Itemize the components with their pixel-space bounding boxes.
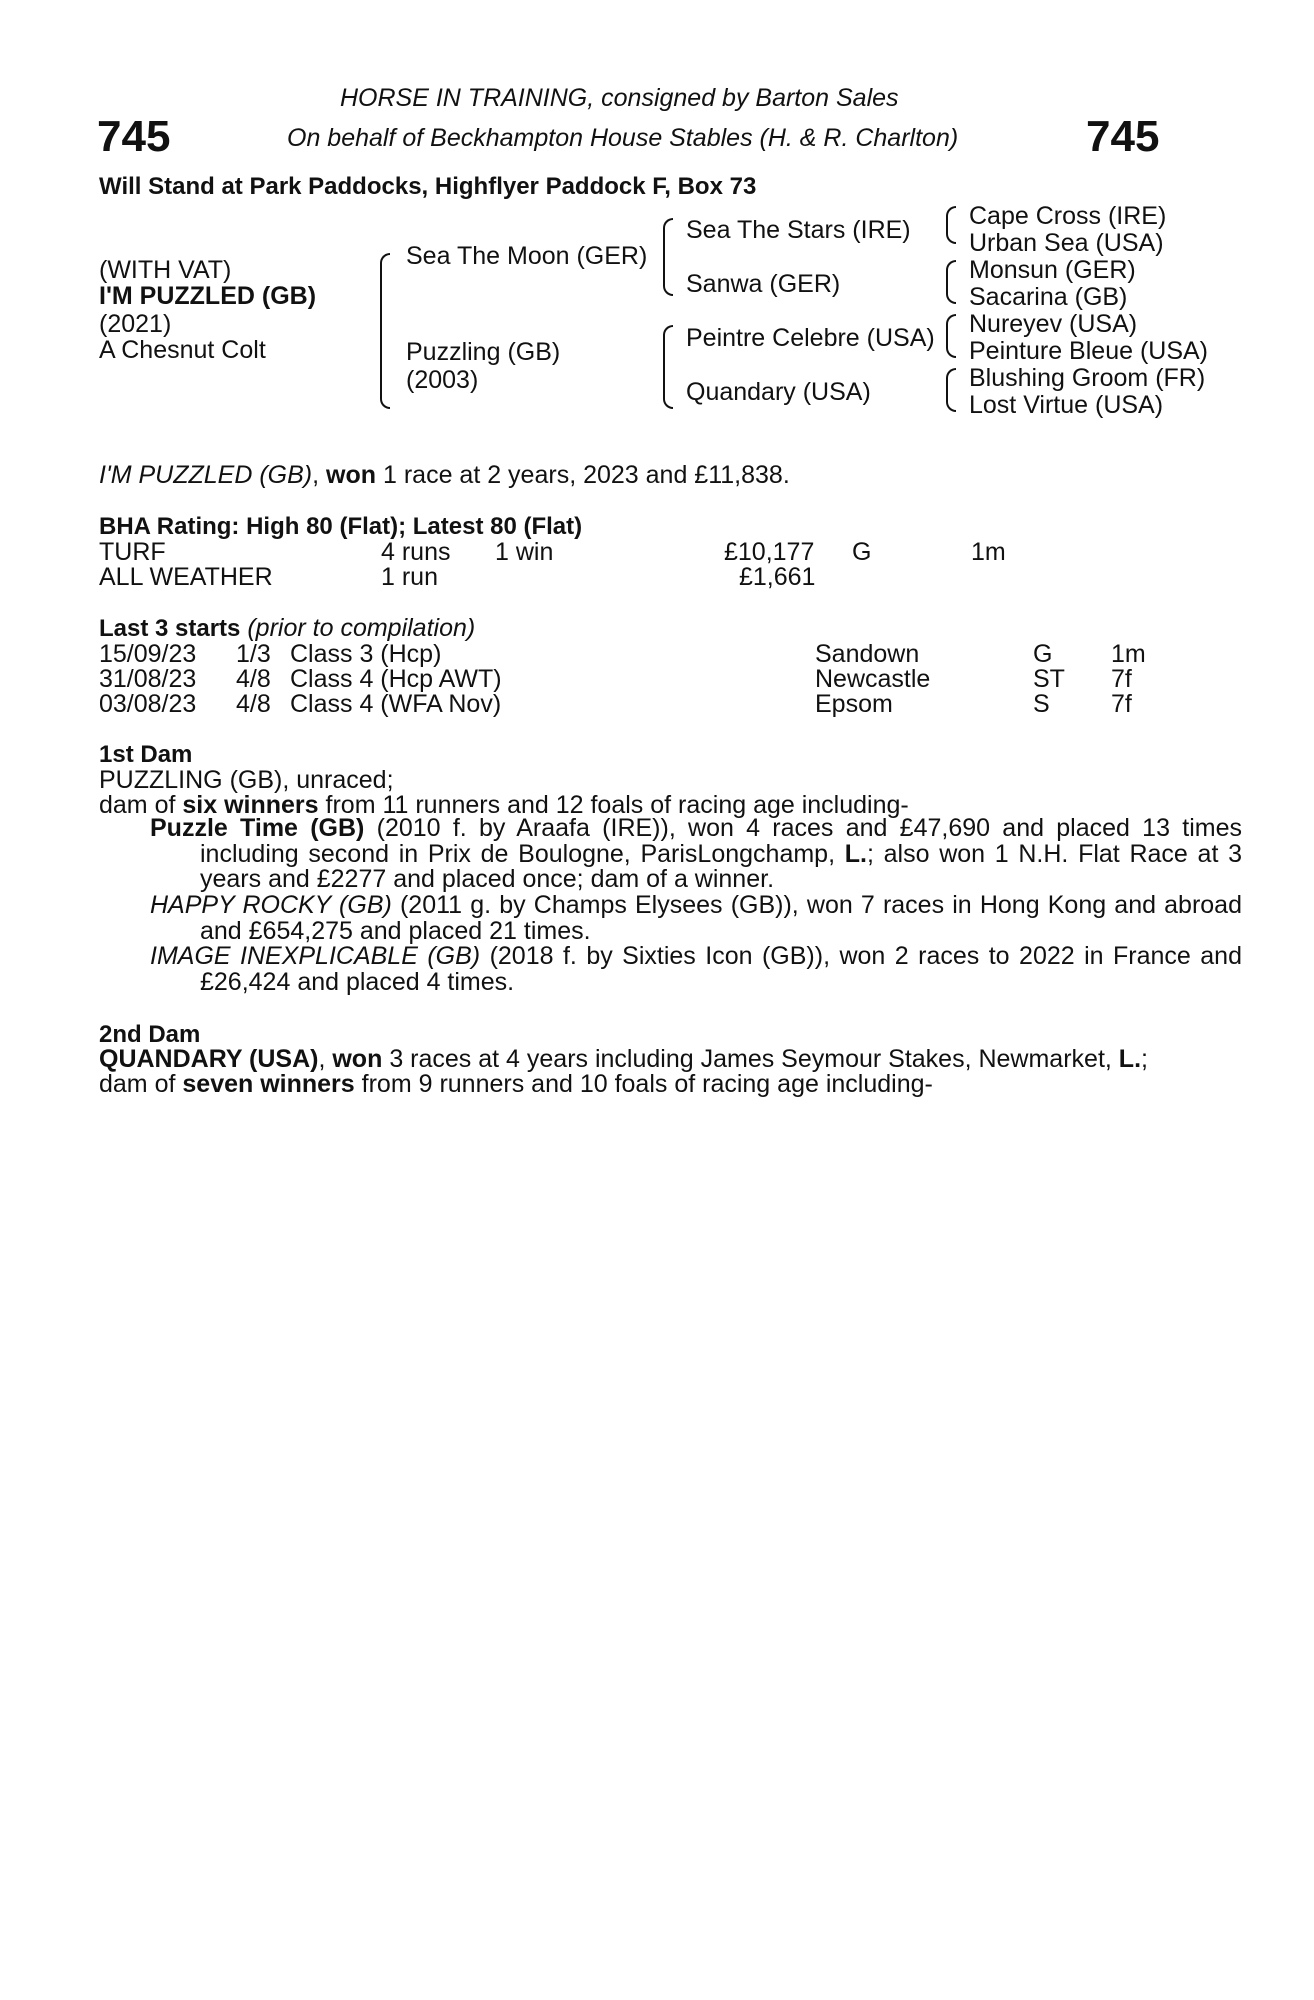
- bha-aw-surface: ALL WEATHER: [99, 563, 273, 591]
- start-3-dist: 7f: [1111, 690, 1132, 718]
- start-2-pos: 4/8: [236, 665, 271, 693]
- bha-heading: BHA Rating: High 80 (Flat); Latest 80 (Flat): [99, 513, 583, 540]
- pedigree-brace-main: [380, 253, 390, 409]
- pedigree-ggp-8: Lost Virtue (USA): [969, 391, 1164, 419]
- bha-turf-wins: 1 win: [495, 538, 554, 566]
- bha-turf-distance: 1m: [971, 538, 1006, 566]
- last-starts-heading: Last 3 starts (prior to compilation): [99, 614, 476, 642]
- first-dam-line2: dam of six winners from 11 runners and 12 foals of racing age including-: [99, 791, 909, 819]
- horse-description: A Chesnut Colt: [99, 336, 266, 364]
- pedigree-brace-sire: [663, 218, 673, 296]
- summary-horse-name: I'M PUZZLED (GB): [99, 461, 313, 489]
- first-dam-entry-3: IMAGE INEXPLICABLE (GB) (2018 f. by Sixties Icon (GB)), won 2 races to 2022 in France and £26,424 and placed 4 times.: [150, 942, 1242, 996]
- vat-note: (WITH VAT): [99, 256, 232, 284]
- pedigree-ggp-3: Monsun (GER): [969, 256, 1136, 284]
- pedigree-dam-sire: Peintre Celebre (USA): [686, 324, 935, 352]
- pedigree-dam: Puzzling (GB): [406, 338, 561, 366]
- pedigree-sire: Sea The Moon (GER): [406, 242, 648, 270]
- pedigree-ggp-4: Sacarina (GB): [969, 283, 1128, 311]
- pedigree-ggp-6: Peinture Bleue (USA): [969, 337, 1209, 365]
- bha-turf-runs: 4 runs: [381, 538, 451, 566]
- pedigree-sire-dam: Sanwa (GER): [686, 270, 841, 298]
- pedigree-brace-ggp3: [946, 314, 956, 358]
- start-1-going: G: [1033, 640, 1053, 668]
- horse-year: (2021): [99, 310, 172, 338]
- header-vendor: On behalf of Beckhampton House Stables (H. & R. Charlton): [287, 124, 959, 152]
- start-3-race: Class 4 (WFA Nov): [290, 690, 502, 718]
- summary-won: won: [326, 461, 377, 489]
- second-dam-heading: 2nd Dam: [99, 1021, 201, 1048]
- bha-aw-prize: £1,661: [739, 563, 816, 591]
- bha-turf-going: G: [852, 538, 872, 566]
- start-3-pos: 4/8: [236, 690, 271, 718]
- lot-number-right: 745: [1086, 112, 1160, 161]
- start-3-course: Epsom: [815, 690, 893, 718]
- start-2-going: ST: [1033, 665, 1065, 693]
- start-3-going: S: [1033, 690, 1050, 718]
- first-dam-entry-1: Puzzle Time (GB) (2010 f. by Araafa (IRE)), won 4 races and £47,690 and placed 13 times including second in Prix de Boulogne, ParisLongchamp, L.; also won 1 N.H. Flat Race at 3 years and £2277 and placed once; dam of a winner.: [150, 814, 1242, 894]
- pedigree-ggp-1: Cape Cross (IRE): [969, 202, 1167, 230]
- race-summary: I'M PUZZLED (GB), won 1 race at 2 years, 2023 and £11,838.: [99, 461, 790, 489]
- header-consignor: HORSE IN TRAINING, consigned by Barton Sales: [340, 84, 899, 112]
- start-2-course: Newcastle: [815, 665, 931, 693]
- horse-name: I'M PUZZLED (GB): [99, 282, 317, 310]
- bha-turf-surface: TURF: [99, 538, 166, 566]
- first-dam-heading: 1st Dam: [99, 741, 193, 768]
- summary-text: 1 race at 2 years, 2023 and £11,838.: [382, 461, 790, 489]
- pedigree-ggp-5: Nureyev (USA): [969, 310, 1138, 338]
- pedigree-sire-sire: Sea The Stars (IRE): [686, 216, 911, 244]
- pedigree-brace-ggp4: [946, 368, 956, 412]
- pedigree-ggp-7: Blushing Groom (FR): [969, 364, 1206, 392]
- bha-aw-runs: 1 run: [381, 563, 438, 591]
- location: Will Stand at Park Paddocks, Highflyer Paddock F, Box 73: [99, 173, 757, 200]
- start-1-date: 15/09/23: [99, 640, 197, 668]
- pedigree-brace-ggp2: [946, 260, 956, 304]
- first-dam-line1: PUZZLING (GB), unraced;: [99, 766, 394, 794]
- start-1-dist: 1m: [1111, 640, 1146, 668]
- bha-turf-prize: £10,177: [724, 538, 815, 566]
- pedigree-dam-dam: Quandary (USA): [686, 378, 871, 406]
- start-3-date: 03/08/23: [99, 690, 197, 718]
- pedigree-dam-year: (2003): [406, 366, 479, 394]
- start-2-date: 31/08/23: [99, 665, 197, 693]
- start-1-pos: 1/3: [236, 640, 271, 668]
- pedigree-ggp-2: Urban Sea (USA): [969, 229, 1164, 257]
- lot-number-left: 745: [97, 112, 171, 161]
- start-2-dist: 7f: [1111, 665, 1132, 693]
- second-dam-line1: QUANDARY (USA), won 3 races at 4 years including James Seymour Stakes, Newmarket, L.;: [99, 1045, 1148, 1073]
- start-2-race: Class 4 (Hcp AWT): [290, 665, 502, 693]
- pedigree-brace-dam: [663, 325, 673, 409]
- start-1-race: Class 3 (Hcp): [290, 640, 442, 668]
- start-1-course: Sandown: [815, 640, 920, 668]
- second-dam-line2: dam of seven winners from 9 runners and 10 foals of racing age including-: [99, 1070, 933, 1098]
- pedigree-brace-ggp1: [946, 206, 956, 244]
- first-dam-entry-2: HAPPY ROCKY (GB) (2011 g. by Champs Elysees (GB)), won 7 races in Hong Kong and abroad and £654,275 and placed 21 times.: [150, 891, 1242, 945]
